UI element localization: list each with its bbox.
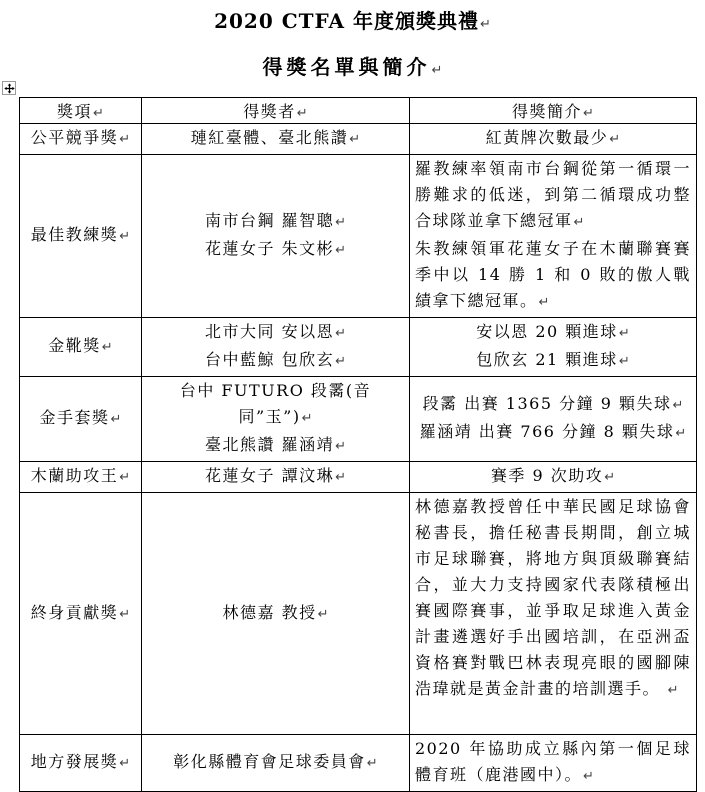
intro-paragraph-text: 羅涵靖 出賽 766 分鐘 8 顆失球 bbox=[419, 422, 675, 441]
intro-paragraph-text: 包欣玄 21 顆進球 bbox=[476, 350, 618, 369]
intro-paragraph-text: 段霱 出賽 1365 分鐘 9 顆失球 bbox=[422, 394, 672, 413]
winner-name bbox=[147, 208, 404, 236]
award-name-text: 金手套獎 bbox=[39, 408, 110, 427]
winner-name bbox=[147, 125, 404, 153]
intro-cell bbox=[410, 155, 697, 318]
paragraph-mark: ↵ bbox=[93, 106, 104, 121]
paragraph-mark: ↵ bbox=[609, 132, 621, 147]
award-cell bbox=[20, 462, 142, 493]
intro-cell bbox=[410, 318, 697, 377]
intro-paragraph bbox=[415, 347, 691, 375]
table-move-handle-icon[interactable] bbox=[2, 81, 16, 95]
move-arrows-icon bbox=[4, 83, 15, 94]
winner-name-text: 花蓮女子 譚汶琳 bbox=[205, 466, 335, 485]
intro-paragraph-text: 林德嘉教授曾任中華民國足球協會秘書長，擔任秘書長期間，創立城市足球聯賽，將地方與頂級聯賽結合，並大力支持國家代表隊積極出賽國際賽事，並爭取足球進入黃金計畫遴選好手出國培訓，在亞洲盃資格賽對戰巴林表現亮眼的國腳陳浩瑋就是黃金計畫的培訓選手。 bbox=[415, 497, 691, 698]
paragraph-mark: ↵ bbox=[349, 132, 361, 147]
paragraph-mark: ↵ bbox=[335, 439, 346, 454]
intro-paragraph bbox=[415, 494, 691, 704]
paragraph-mark: ↵ bbox=[335, 326, 346, 341]
intro-paragraph bbox=[415, 125, 691, 153]
intro-paragraph-text: 2020 年協助成立縣內第一個足球體育班（鹿港國中）。 bbox=[415, 739, 691, 784]
award-cell bbox=[20, 318, 142, 377]
intro-paragraph-text: 安以恩 20 顆進球 bbox=[476, 322, 618, 341]
winner-name bbox=[147, 319, 404, 347]
intro-paragraph-text: 羅教練率領南市台鋼從第一循環一勝難求的低迷，到第二循環成功整合球隊並拿下總冠軍 bbox=[415, 159, 691, 230]
award-name-text: 木蘭助攻王 bbox=[30, 466, 119, 485]
winner-name bbox=[147, 236, 404, 264]
winner-name bbox=[147, 749, 404, 777]
paragraph-mark: ↵ bbox=[101, 340, 113, 355]
winner-name bbox=[147, 347, 404, 375]
award-name-text: 最佳教練獎 bbox=[30, 225, 119, 244]
paragraph-mark: ↵ bbox=[119, 229, 131, 244]
document-subtitle-text: 得獎名單與簡介 bbox=[262, 55, 431, 79]
winner-name bbox=[147, 378, 404, 432]
award-name bbox=[25, 405, 136, 433]
winner-name-text: 台中 FUTURO 段霱(音同”玉”) bbox=[179, 381, 372, 426]
winners-cell bbox=[142, 124, 410, 155]
paragraph-mark: ↵ bbox=[119, 470, 131, 485]
header-award bbox=[20, 98, 142, 124]
table-row bbox=[20, 377, 697, 462]
intro-cell bbox=[410, 124, 697, 155]
winners-cell bbox=[142, 493, 410, 735]
table-row bbox=[20, 462, 697, 493]
paragraph-mark: ↵ bbox=[296, 106, 308, 121]
header-winner-label: 得獎者 bbox=[243, 102, 296, 121]
paragraph-mark: ↵ bbox=[301, 411, 313, 426]
award-cell bbox=[20, 377, 142, 462]
header-intro bbox=[410, 98, 697, 124]
award-name bbox=[25, 463, 136, 491]
paragraph-mark: ↵ bbox=[480, 17, 491, 32]
intro-paragraph bbox=[415, 236, 691, 316]
paragraph-mark: ↵ bbox=[335, 243, 346, 258]
award-name bbox=[25, 749, 136, 777]
paragraph-mark: ↵ bbox=[667, 683, 679, 698]
award-cell bbox=[20, 735, 142, 792]
document-title-text: 2020 CTFA 年度頒獎典禮 bbox=[214, 9, 480, 33]
intro-paragraph bbox=[415, 391, 691, 419]
paragraph-mark: ↵ bbox=[431, 63, 443, 78]
paragraph-mark: ↵ bbox=[672, 398, 684, 413]
winners-cell bbox=[142, 462, 410, 493]
winner-name bbox=[147, 463, 404, 491]
table-row bbox=[20, 493, 697, 735]
award-name-text: 金靴獎 bbox=[48, 336, 101, 355]
paragraph-mark: ↵ bbox=[317, 606, 329, 622]
award-cell bbox=[20, 493, 142, 735]
intro-cell bbox=[410, 493, 697, 735]
winners-cell bbox=[142, 318, 410, 377]
intro-paragraph bbox=[415, 156, 691, 236]
paragraph-mark: ↵ bbox=[618, 326, 630, 341]
paragraph-mark: ↵ bbox=[335, 470, 346, 485]
winners-cell bbox=[142, 377, 410, 462]
winners-cell bbox=[142, 155, 410, 318]
table-row bbox=[20, 124, 697, 155]
intro-paragraph bbox=[415, 736, 691, 790]
winners-cell bbox=[142, 735, 410, 792]
paragraph-mark: ↵ bbox=[335, 354, 346, 369]
award-cell bbox=[20, 124, 142, 155]
winner-name-text: 南市台鋼 羅智聰 bbox=[205, 211, 335, 230]
paragraph-mark: ↵ bbox=[366, 756, 378, 771]
intro-cell bbox=[410, 462, 697, 493]
table-row bbox=[20, 155, 697, 318]
table-row bbox=[20, 318, 697, 377]
paragraph-mark: ↵ bbox=[583, 769, 594, 784]
awards-table-body bbox=[20, 124, 697, 792]
award-name bbox=[25, 125, 136, 153]
intro-paragraph-text: 賽季 9 次助攻 bbox=[490, 466, 604, 485]
paragraph-mark: ↵ bbox=[618, 354, 630, 369]
paragraph-mark: ↵ bbox=[110, 412, 122, 427]
winner-name-text: 台中藍鯨 包欣玄 bbox=[205, 350, 335, 369]
intro-paragraph bbox=[415, 419, 691, 447]
award-name bbox=[25, 222, 136, 250]
intro-cell bbox=[410, 377, 697, 462]
intro-paragraph bbox=[415, 463, 691, 491]
winner-name-text: 花蓮女子 朱文彬 bbox=[205, 239, 335, 258]
paragraph-mark: ↵ bbox=[538, 295, 550, 310]
paragraph-mark: ↵ bbox=[604, 470, 616, 485]
paragraph-mark: ↵ bbox=[573, 215, 585, 230]
award-cell bbox=[20, 155, 142, 318]
paragraph-mark: ↵ bbox=[119, 606, 131, 622]
intro-cell bbox=[410, 735, 697, 792]
winner-name-text: 林德嘉 教授 bbox=[222, 602, 317, 622]
award-name-text: 公平競爭獎 bbox=[30, 128, 119, 147]
winner-name-text: 璉紅臺體、臺北熊讚 bbox=[190, 128, 349, 147]
paragraph-mark: ↵ bbox=[119, 756, 131, 771]
header-award-label: 獎項 bbox=[57, 102, 93, 121]
paragraph-mark: ↵ bbox=[583, 106, 594, 121]
award-name-text: 地方發展獎 bbox=[30, 752, 119, 771]
header-winner bbox=[142, 98, 410, 124]
awards-table bbox=[19, 97, 697, 792]
document-subtitle bbox=[0, 51, 705, 80]
intro-paragraph bbox=[415, 319, 691, 347]
header-intro-label: 得獎簡介 bbox=[512, 102, 583, 121]
award-name bbox=[25, 333, 136, 361]
paragraph-mark: ↵ bbox=[119, 132, 131, 147]
winner-name bbox=[147, 600, 404, 628]
award-name bbox=[25, 600, 136, 628]
document-title bbox=[0, 5, 705, 34]
winner-name bbox=[147, 432, 404, 460]
paragraph-mark: ↵ bbox=[335, 215, 346, 230]
intro-paragraph-text: 紅黃牌次數最少 bbox=[485, 128, 609, 147]
winner-name-text: 臺北熊讚 羅涵靖 bbox=[205, 435, 335, 454]
winner-name-text: 北市大同 安以恩 bbox=[205, 322, 335, 341]
winner-name-text: 彰化縣體育會足球委員會 bbox=[173, 752, 366, 771]
paragraph-mark: ↵ bbox=[675, 426, 687, 441]
award-name-text: 終身貢獻獎 bbox=[30, 602, 119, 622]
table-row bbox=[20, 735, 697, 792]
intro-paragraph-text: 朱教練領軍花蓮女子在木蘭聯賽賽季中以 14 勝 1 和 0 敗的傲人戰績拿下總冠軍。 bbox=[415, 239, 691, 310]
table-header-row bbox=[20, 98, 697, 124]
